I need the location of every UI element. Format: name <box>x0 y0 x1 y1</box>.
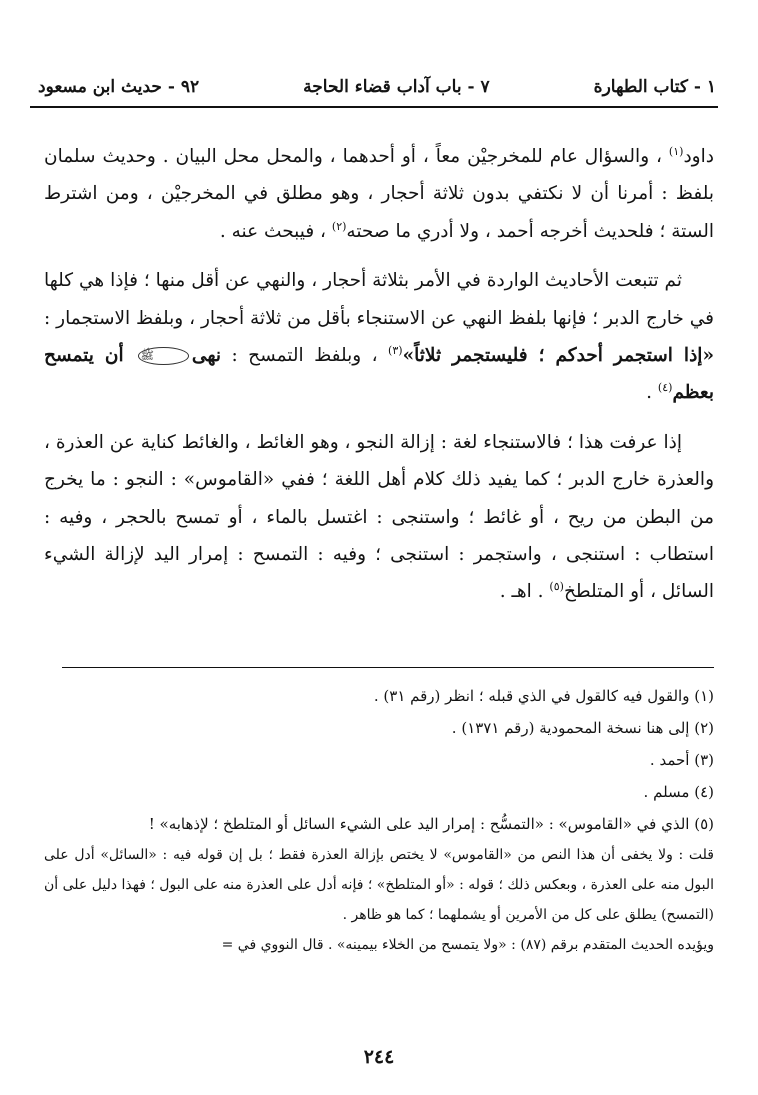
footnote-4: (٤) مسلم . <box>643 783 714 801</box>
page-number: ٢٤٤ <box>363 1046 395 1068</box>
footnote-5-commentary: قلت : ولا يخفى أن هذا النص من «القاموس» لا يختص بإزالة العذرة فقط ؛ بل إن قوله فيه : «السائل» أدل على البول منه على العذرة ، وبعكس ذلك ؛ قوله : «أو المتلطخ» ؛ فإنه أدل على العذرة منه على البول ؛ فهذا دليل على أن (التمسح) يطلق على كل من الأمرين أو يشملهما ؛ كما هو ظاهر . <box>44 847 714 923</box>
p3-text-a: إذا عرفت هذا ؛ فالاستنجاء لغة : إزالة النجو ، وهو الغائط ، والغائط كناية عن العذرة ، والعذرة خارج الدبر ؛ كما يفيد ذلك كلام أهل اللغة ؛ ففي «القاموس» : النجو : ما يخرج من البطن من ريح ، أو غائط ؛ واستنجى : اغتسل بالماء ، أو تمسح بالحجر ، وفيه : استطاب : استنجى ، واستجمر : استنجى ؛ وفيه : التمسح : إمرار اليد لإزالة الشيء السائل ، أو المتلطخ <box>44 431 714 603</box>
footnote-ref-4: (٤) <box>657 381 673 395</box>
footnote-3: (٣) أحمد . <box>649 751 714 769</box>
footnote-ref-3: (٣) <box>388 343 403 357</box>
running-header <box>38 70 716 104</box>
hadith-bone: أن يتمسح بعظم <box>44 345 714 404</box>
p1-text-b: ، والسؤال عام للمخرجيْن معاً ، أو أحدهما ، والمحل محل البيان . وحديث سلمان بلفظ : أمرنا أن لا نكتفي بدون ثلاثة أحجار ، وهو مطلق في المخرجيْن ، ومن اشترط الستة ؛ فلحديث أخرجه أحمد ، ولا أدري ما صحته <box>44 146 714 242</box>
paragraph-1 <box>44 138 714 250</box>
footnote-divider <box>62 667 714 668</box>
header-center-chapter: ٧ - باب آداب قضاء الحاجة <box>303 77 490 97</box>
header-divider <box>30 106 718 108</box>
p1-text-c: ، فيبحث عنه . <box>219 220 332 242</box>
footnote-ref-2: (٢) <box>331 219 347 233</box>
paragraph-3 <box>44 424 714 611</box>
header-right-book: ١ - كتاب الطهارة <box>593 77 716 97</box>
salla-symbol-icon: ﷺ <box>138 347 189 365</box>
footnote-1: (١) والقول فيه كالقول في الذي قبله ؛ انظر (رقم ٣١) . <box>373 687 714 705</box>
p3-text-b: . اهـ . <box>499 581 550 603</box>
p1-text-a: داود <box>683 146 714 167</box>
p2-text-b: ، وبلفظ التمسح : <box>221 345 389 367</box>
footnotes <box>44 680 714 960</box>
p2-text-a: ثم تتبعت الأحاديث الواردة في الأمر بثلاثة أحجار ، والنهي عن أقل منها ؛ فإذا هي كلها في خارج الدبر ؛ فإنها بلفظ النهي عن الاستنجاء بأقل من ثلاثة أحجار ، وبلفظ الاستجمار : <box>44 270 714 329</box>
p2-text-c: . <box>646 382 658 404</box>
header-left-hadith: ٩٢ - حديث ابن مسعود <box>38 77 200 97</box>
main-text <box>44 138 714 623</box>
footnote-ref-1: (١) <box>668 144 684 158</box>
footnote-5-continuation: ويؤيده الحديث المتقدم برقم (٨٧) : «ولا يتمسح من الخلاء بيمينه» . قال النووي في = <box>221 937 714 953</box>
hadith-nahy: نهى <box>191 345 222 367</box>
paragraph-2 <box>44 262 714 412</box>
footnote-2: (٢) إلى هنا نسخة المحمودية (رقم ١٣٧١) . <box>451 719 714 737</box>
hadith-quote: «إذا استجمر أحدكم ؛ فليستجمر ثلاثاً» <box>402 345 715 367</box>
footnote-ref-5: (٥) <box>549 580 564 594</box>
footnote-5: (٥) الذي في «القاموس» : «التمسُّح : إمرار اليد على الشيء السائل أو المتلطخ ؛ لإذهابه» ! <box>148 815 714 833</box>
